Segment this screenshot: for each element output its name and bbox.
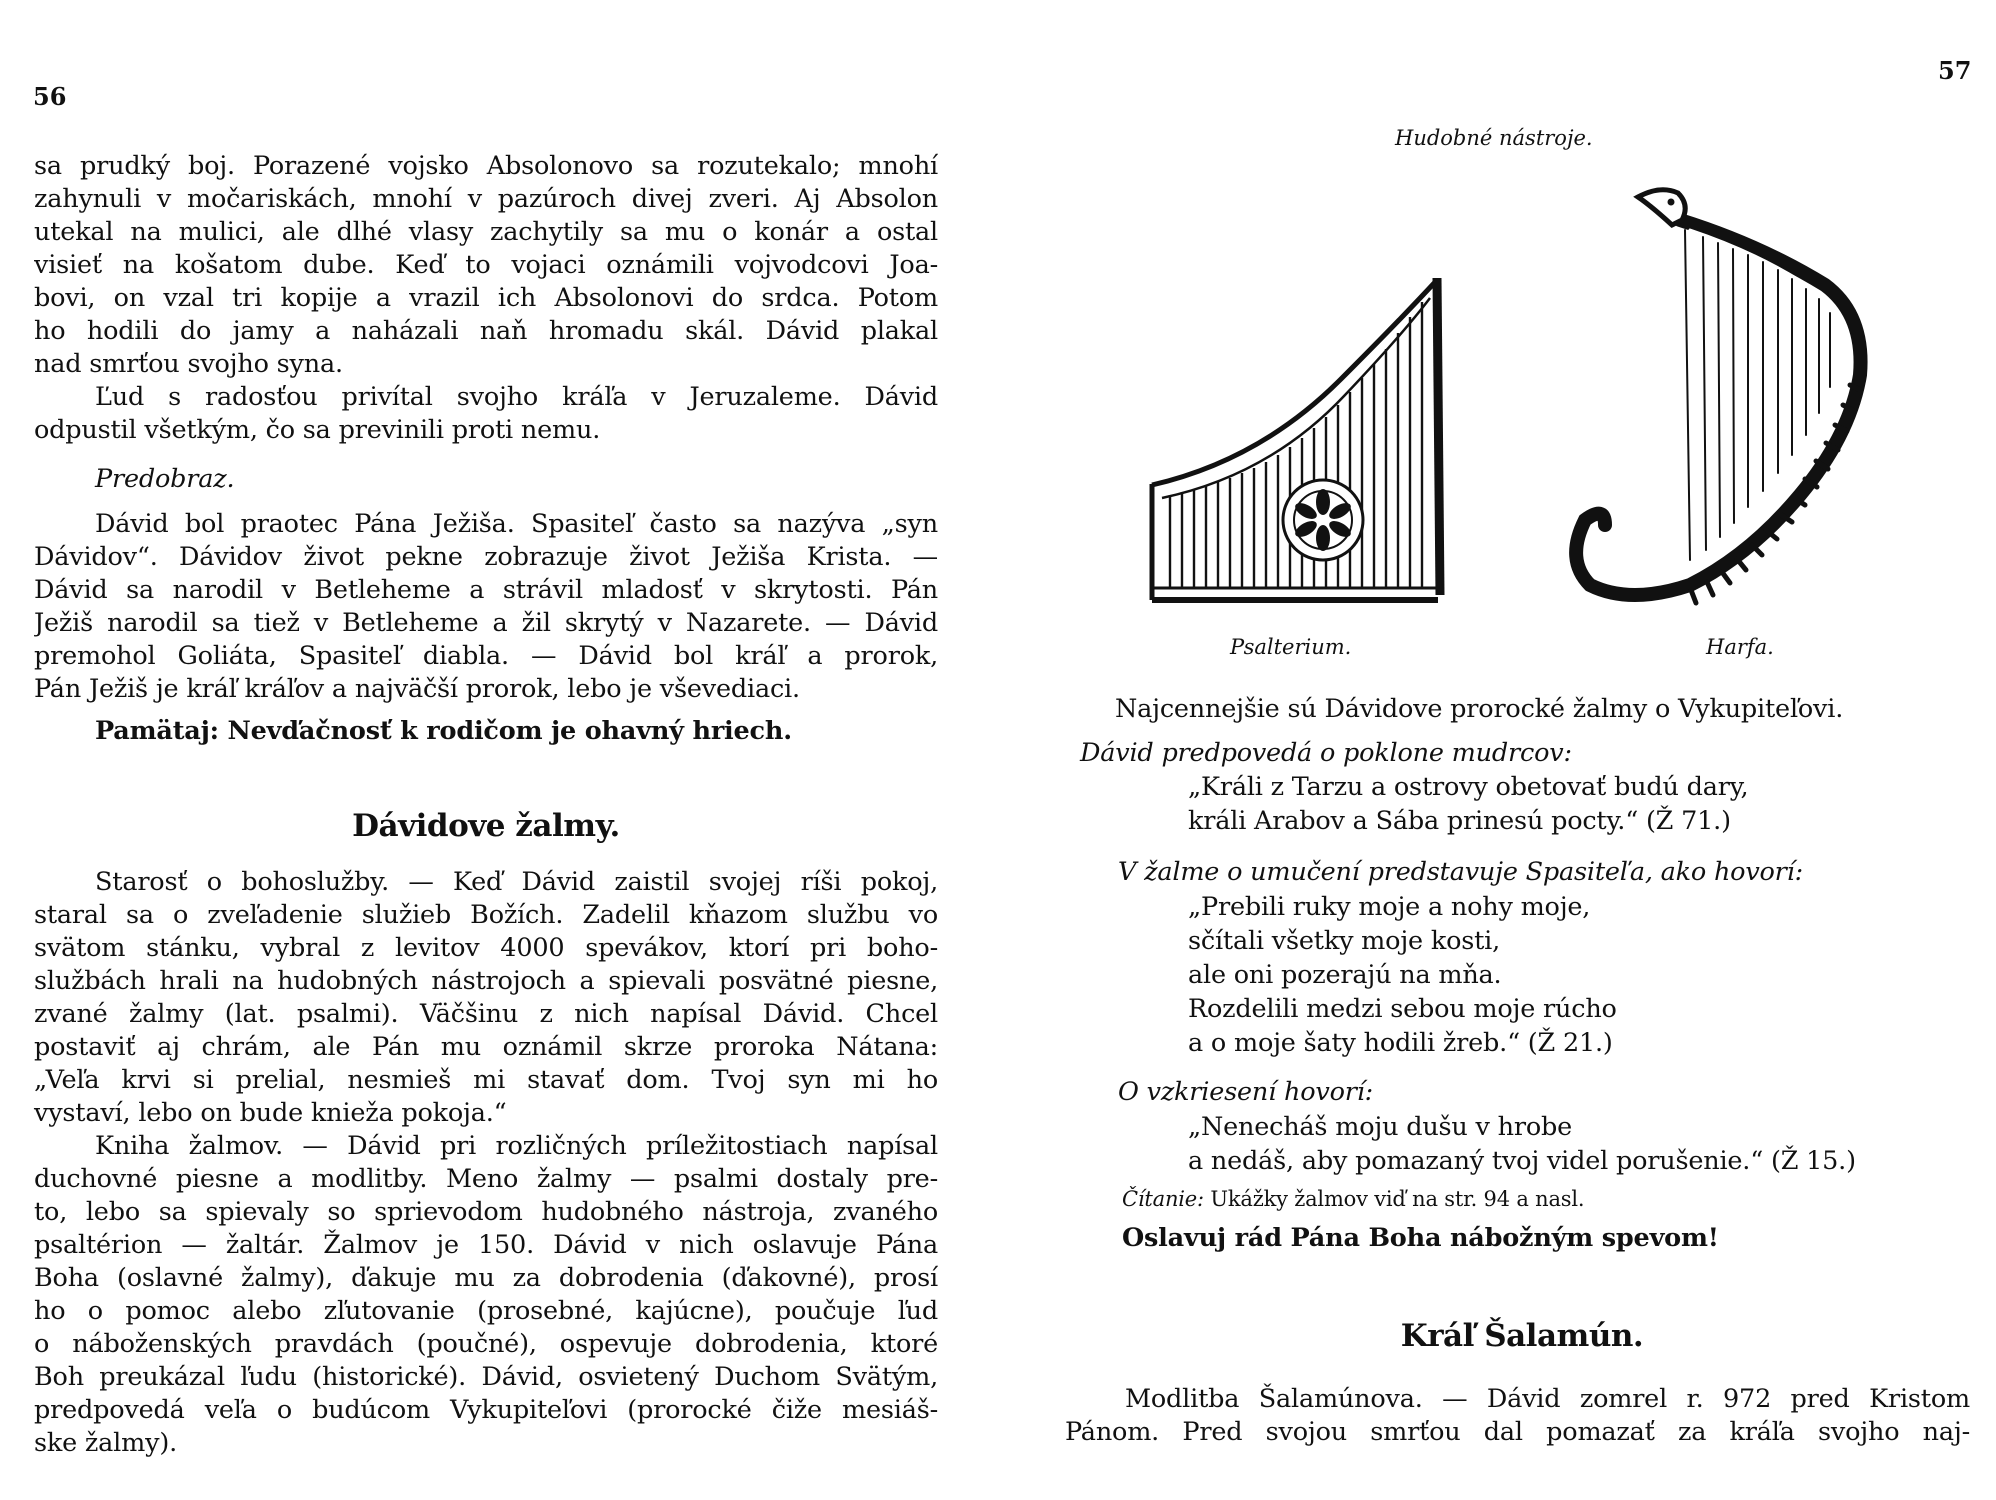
text-line: duchovné piesne a modlitby. Meno žalmy — psalmi dostaly pre- <box>34 1164 938 1194</box>
text-line: psaltérion — žaltár. Žalmov je 150. Dávid v nich oslavuje Pána <box>34 1230 938 1260</box>
quote-line: „Králi z Tarzu a ostrovy obetovať budú dary, <box>1188 772 1749 802</box>
quote-line: Rozdelili medzi sebou moje rúcho <box>1188 994 1617 1024</box>
text-line: Starosť o bohoslužby. — Keď Dávid zaistil svojej ríši pokoj, <box>95 867 938 897</box>
text-line: Pánom. Pred svojou smrťou dal pomazať za kráľa svojho naj- <box>1065 1417 1970 1447</box>
text-line: postaviť aj chrám, ale Pán mu oznámil skrze proroka Nátana: <box>34 1032 938 1062</box>
exhortation: Oslavuj rád Pána Boha nábožným spevom! <box>1122 1223 1719 1253</box>
text-line: Dávid sa narodil v Betleheme a strávil mladosť v skrytosti. Pán <box>34 575 938 605</box>
magi-intro: Dávid predpovedá o poklone mudrcov: <box>1080 738 1572 768</box>
reading-label: Čítanie: <box>1122 1187 1204 1211</box>
text-line: ho o pomoc alebo zľutovanie (prosebné, kajúcne), poučuje ľud <box>34 1296 938 1326</box>
subheading-predobraz: Predobraz. <box>95 464 235 494</box>
quote-line: sčítali všetky moje kosti, <box>1188 926 1501 956</box>
text-line: nad smrťou svojho syna. <box>34 349 343 379</box>
text-line: Dávid bol praotec Pána Ježiša. Spasiteľ často sa nazýva „syn <box>95 509 938 539</box>
text-line: Dávidov“. Dávidov život pekne zobrazuje život Ježiša Krista. — <box>34 542 938 572</box>
text-line: bovi, on vzal tri kopije a vrazil ich Absolonovi do srdca. Potom <box>34 283 938 313</box>
text-line: Boha (oslavné žalmy), ďakuje mu za dobrodenia (ďakovné), prosí <box>34 1263 938 1293</box>
page-number-left: 56 <box>33 82 67 111</box>
text-line: sa prudký boj. Porazené vojsko Absolonovo sa rozutekalo; mnohí <box>34 151 938 181</box>
quote-line: „Nenecháš moju dušu v hrobe <box>1188 1112 1573 1142</box>
harp-illustration <box>1560 175 1900 625</box>
text-line: Ľud s radosťou privítal svojho kráľa v Jeruzaleme. Dávid <box>95 382 938 412</box>
reading-note <box>1122 1183 1584 1216</box>
quote-line: králi Arabov a Sába prinesú pocty.“ (Ž 71.) <box>1188 806 1731 836</box>
psalterium-illustration <box>1140 270 1460 615</box>
text-line: vystaví, lebo on bude knieža pokoja.“ <box>34 1098 507 1128</box>
text-line: Kniha žalmov. — Dávid pri rozličných príležitostiach napísal <box>95 1131 938 1161</box>
text-line: svätom stánku, vybral z levitov 4000 spevákov, ktorí pri boho- <box>34 933 938 963</box>
text-line: Pán Ježiš je kráľ kráľov a najväčší prorok, lebo je vševediaci. <box>34 674 800 704</box>
text-line: „Veľa krvi si prelial, nesmieš mi stavať dom. Tvoj syn mi ho <box>34 1065 938 1095</box>
text-line: ske žalmy). <box>34 1428 177 1458</box>
passion-intro: V žalme o umučení predstavuje Spasiteľa, ako hovorí: <box>1118 857 1804 887</box>
text-line: Modlitba Šalamúnova. — Dávid zomrel r. 972 pred Kristom <box>1125 1384 1970 1414</box>
text-line: to, lebo sa spievaly so sprievodom hudobného nástroja, zvaného <box>34 1197 938 1227</box>
page-number-right: 57 <box>1938 56 1972 85</box>
text-line: Boh preukázal ľudu (historické). Dávid, osvietený Duchom Svätým, <box>34 1362 938 1392</box>
text-line: službách hrali na hudobných nástrojoch a spievali posvätné piesne, <box>34 966 938 996</box>
section-title-kral-salamun: Kráľ Šalamún. <box>1400 1318 1644 1354</box>
text-line: predpovedá veľa o budúcom Vykupiteľovi (prorocké čiže mesiáš- <box>34 1395 938 1425</box>
text-line: staral sa o zveľadenie služieb Božích. Zadelil kňazom službu vo <box>34 900 938 930</box>
intro-line: Najcennejšie sú Dávidove prorocké žalmy o Vykupiteľovi. <box>1115 694 1844 724</box>
text-line: zvané žalmy (lat. psalmi). Väčšinu z nich napísal Dávid. Chcel <box>34 999 938 1029</box>
text-line: o náboženských pravdách (poučné), ospevuje dobrodenia, ktoré <box>34 1329 938 1359</box>
text-line: ho hodili do jamy a naházali naň hromadu skál. Dávid plakal <box>34 316 938 346</box>
quote-line: a o moje šaty hodili žreb.“ (Ž 21.) <box>1188 1028 1613 1058</box>
figure-title: Hudobné nástroje. <box>1395 126 1593 150</box>
text-line: odpustil všetkým, čo sa previnili proti nemu. <box>34 415 601 445</box>
quote-line: „Prebili ruky moje a nohy moje, <box>1188 892 1591 922</box>
text-line: Ježiš narodil sa tiež v Betleheme a žil skrytý v Nazarete. — Dávid <box>34 608 938 638</box>
resurrection-intro: O vzkriesení hovorí: <box>1118 1077 1374 1107</box>
text-line: visieť na košatom dube. Keď to vojaci oznámili vojvodcovi Joa- <box>34 250 938 280</box>
reading-text: Ukážky žalmov viď na str. 94 a nasl. <box>1210 1187 1585 1211</box>
text-line: zahynuli v močariskách, mnohí v pazúroch divej zveri. Aj Absolon <box>34 184 938 214</box>
harp-caption: Harfa. <box>1706 635 1774 659</box>
quote-line: a nedáš, aby pomazaný tvoj videl porušenie.“ (Ž 15.) <box>1188 1146 1856 1176</box>
text-line: utekal na mulici, ale dlhé vlasy zachytily sa mu o konár a ostal <box>34 217 938 247</box>
remember-note: Pamätaj: Nevďačnosť k rodičom je ohavný hriech. <box>95 716 792 746</box>
psalterium-caption: Psalterium. <box>1230 635 1352 659</box>
section-title-davidove-zalmy: Dávidove žalmy. <box>352 808 620 844</box>
quote-line: ale oni pozerajú na mňa. <box>1188 960 1502 990</box>
text-line: premohol Goliáta, Spasiteľ diabla. — Dávid bol kráľ a prorok, <box>34 641 938 671</box>
